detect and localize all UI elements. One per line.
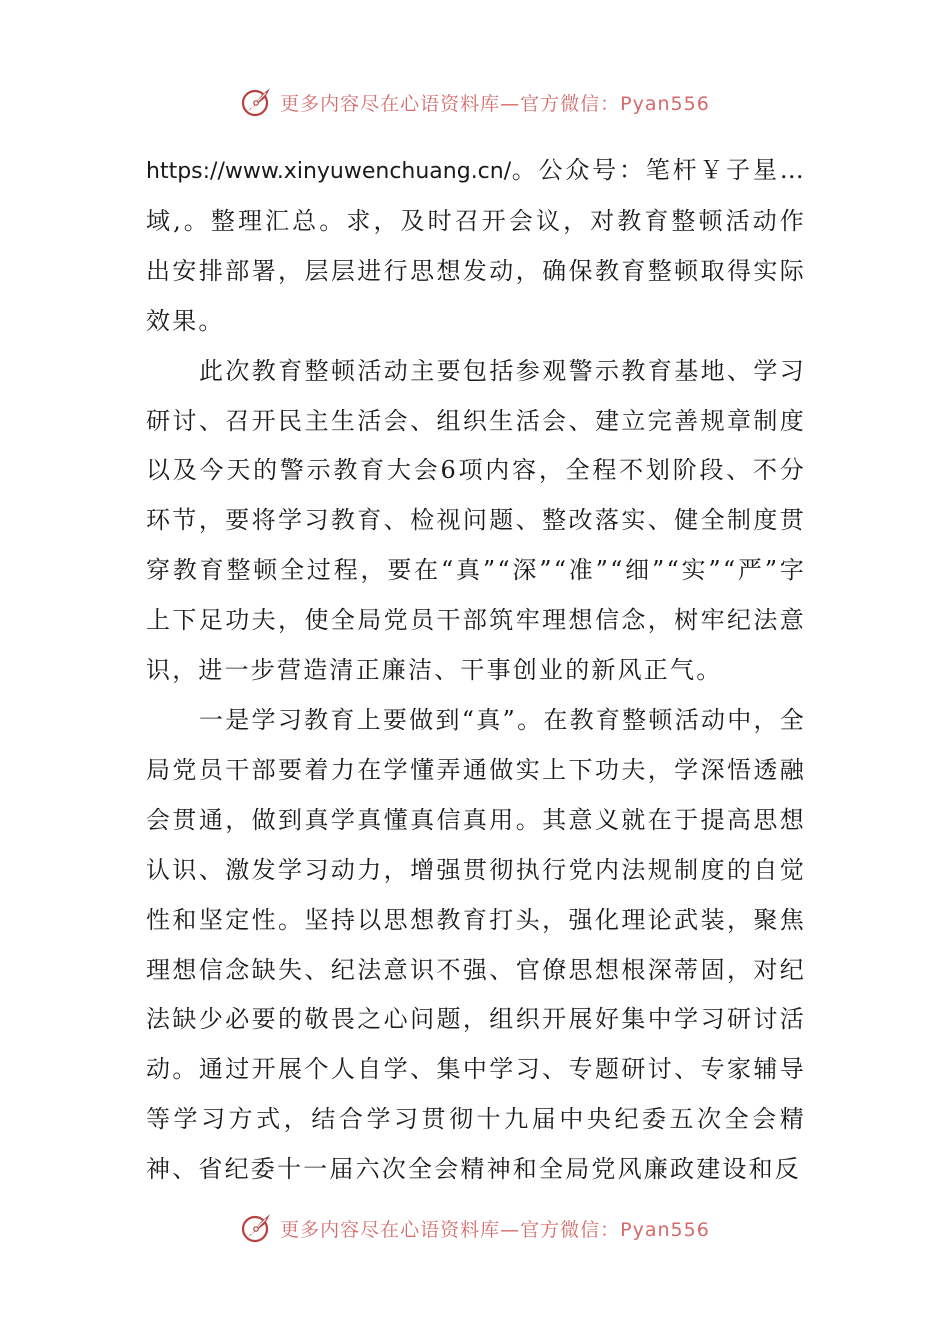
paragraph-1-text: 。公众号：笔杆￥子星…域,。整理汇总。求，及时召开会议，对教育整顿活动作出安排部署，层层进行思想发动，确保教育整顿取得实际效果。: [146, 156, 806, 335]
footer-banner: [0, 1208, 950, 1248]
quill-logo-icon: [240, 84, 276, 120]
quill-logo-icon: [240, 1210, 276, 1246]
paragraph-2: 此次教育整顿活动主要包括参观警示教育基地、学习研讨、召开民主生活会、组织生活会、建立完善规章制度以及今天的警示教育大会6项内容，全程不划阶段、不分环节，要将学习教育、检视问题、整改落实、健全制度贯穿教育整顿全过程，要在“真”“深”“准”“细”“实”“严”字上下足功夫，使全局党员干部筑牢理想信念，树牢纪法意识，进一步营造清正廉洁、干事创业的新风正气。: [146, 356, 806, 685]
paragraph-1: [146, 146, 806, 347]
footer-banner-contact: —官方微信：Pyan556: [500, 1218, 710, 1241]
header-banner-title: 更多内容尽在心语资料库: [280, 92, 501, 115]
footer-banner-text: [280, 1215, 710, 1242]
header-banner: [0, 82, 950, 122]
header-banner-contact: —官方微信：Pyan556: [500, 92, 710, 115]
footer-banner-title: 更多内容尽在心语资料库: [280, 1218, 501, 1241]
paragraph-3: 一是学习教育上要做到“真”。在教育整顿活动中，全局党员干部要着力在学懂弄通做实上下功夫，学深悟透融会贯通，做到真学真懂真信真用。其意义就在于提高思想认识、激发学习动力，增强贯彻执行党内法规制度的自觉性和坚定性。坚持以思想教育打头，强化理论武装，聚焦理想信念缺失、纪法意识不强、官僚思想根深蒂固，对纪法缺少必要的敬畏之心问题，组织开展好集中学习研讨活动。通过开展个人自学、集中学习、专题研讨、专家辅导等学习方式，结合学习贯彻十九届中央纪委五次全会精神、省纪委十一届六次全会精神和全局党风廉政建设和反: [146, 705, 806, 1184]
website-url: https://www.xinyuwenchuang.cn/: [146, 159, 512, 184]
header-banner-text: [280, 89, 710, 116]
document-body: [146, 146, 806, 1195]
